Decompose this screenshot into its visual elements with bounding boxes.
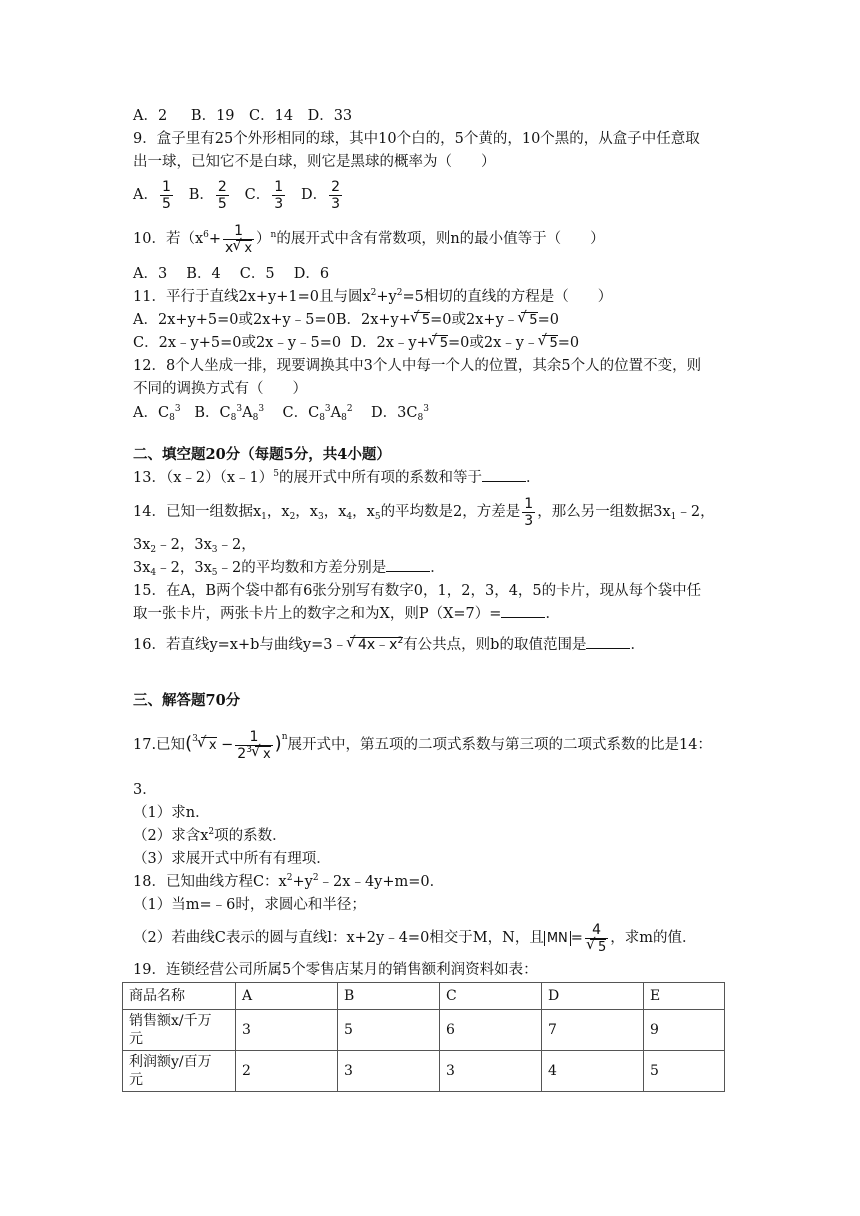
table-cell: 5 [338,1010,440,1051]
q11-option-c: C．2x﹣y+5=0或2x﹣y﹣5=0 [133,335,342,351]
table-header-cell: C [440,983,542,1010]
q11-option-b-a: B．2x+y+ [335,312,411,328]
q10-exp: 6 [203,230,209,240]
q11-stem: 11．平行于直线2x+y+1=0且与圆$x^2+y^2=5$相切的直线的方程是（ ） [133,288,613,305]
table-cell: 2 [236,1051,338,1092]
q14-line3: $3x_4﹣2$，$3x_5﹣2$的平均数和方差分别是 ． [133,560,445,578]
q17-line1: 17.已知($^3$√ x − $\frac{1}{2^3√ x}$ )$^n$展开式中，第五项的二项式系数与第三项的二项式系数的比是14： [133,722,712,767]
q12-stem-line1: 12．8个人坐成一排，现要调换其中3个人中每一个人的位置，其余5个人的位置不变，则 [133,358,702,374]
q15-line2: 取一张卡片，两张卡片上的数字之和为X，则P（X=7）= ． [133,606,560,622]
table-cell: 9 [644,1010,725,1051]
q14-line2: $3x_2﹣2$，$3x_3﹣2$， [133,537,256,555]
q14-answer-blank[interactable] [386,559,430,572]
q9-options [133,177,344,213]
q11-options-ab: A．2x+y+5=0或2x+y﹣5=0B．2x+y+√ 5=0或2x+y﹣√ 5=0 [133,310,559,330]
q16-sqrt: √ $4x﹣x^2$ [350,637,403,653]
q9-option-a-fraction: $\frac{1}{5}$ [161,178,171,212]
table-header-cell: A [236,983,338,1010]
q18-part2: （2）若曲线C表示的圆与直线l：x+2y﹣4=0相交于M，N，且 MN = 4 √ 5 ，求m的值． [133,918,696,959]
q11-option-b-sqrt: √ 5 [414,312,430,328]
q17-cube-root: √ x [201,737,217,753]
table-cell: 3 [338,1051,440,1092]
q18-stem: 18．已知曲线方程C：$x^2+y^2﹣2x﹣4y+m=0$． [133,873,445,890]
q10-post-exp: n [270,230,277,240]
table-cell: 6 [440,1010,542,1051]
q18-part1: （1）当m=﹣6时，求圆心和半径； [133,897,366,913]
section-3-heading: 三、解答题70分 [133,692,241,709]
q16: 16．若直线y=x+b与曲线y=3﹣√ $4x﹣x^2$有公共点，则b的取值范围是 ． [133,635,645,655]
q13-answer-blank[interactable] [482,469,526,482]
sales-profit-table [122,982,725,1092]
q9-option-d-label: D． [301,187,328,203]
table-row-label: 销售额x/千万 元 [123,1010,236,1051]
q10-stem: 10．若（$x^6+$ $\frac{1}{x√ x}$ ）$^n$的展开式中含有常数项，则n的最小值等于（ ） [133,220,605,258]
q18-abs-mn: MN [544,931,571,946]
table-header-cell: E [644,983,725,1010]
q9-option-d-fraction: $\frac{2}{3}$ [331,178,341,212]
q19-stem: 19．连锁经营公司所属5个零售店某月的销售额利润资料如表： [133,962,538,978]
table-header-cell: 商品名称 [123,983,236,1010]
q18-fraction: 4 √ 5 [585,922,608,955]
q11-option-a: A．2x+y+5=0或2x+y﹣5=0 [133,312,336,328]
table-header-cell: B [338,983,440,1010]
q10-options: A．3 B．4 C．5 D．6 [133,266,330,282]
q9-option-c-fraction: $\frac{1}{3}$ [274,178,284,212]
q15-line1: 15．在A，B两个袋中都有6张分别写有数字0，1，2，3，4，5的卡片，现从每个袋中任 [133,583,702,599]
q15-answer-blank[interactable] [501,605,545,618]
q11-option-d-a: D．2x﹣y+ [350,335,429,351]
table-row [123,1051,725,1092]
table-cell: 4 [542,1051,644,1092]
q8-options: A．2 B．19 C．14 D．33 [133,108,353,124]
table-header-row [123,983,725,1010]
q9-option-b-fraction: $\frac{2}{5}$ [217,178,227,212]
table-cell: 3 [236,1010,338,1051]
q11-option-b-sqrt2: √ 5 [521,312,537,328]
table-cell: 3 [440,1051,542,1092]
table-cell: 5 [644,1051,725,1092]
q12-options: A．$C_8^3$ B．$C_8^3A_8^3$ C．$C_8^3A_8^2$ D．$3C_8^3$ [133,404,429,423]
q11-option-d-sqrt: √ 5 [432,335,448,351]
q16-answer-blank[interactable] [586,636,630,649]
q17-part3: （3）求展开式中所有有理项． [133,851,331,867]
q11-option-d-sqrt2: √ 5 [542,335,558,351]
q14-variance-fraction: $\frac{1}{3}$ [524,495,534,529]
q11-options-cd: C．2x﹣y+5=0或2x﹣y﹣5=0 D．2x﹣y+√ 5=0或2x﹣y﹣√ 5=0 [133,333,579,353]
q9-option-c-label: C． [244,187,271,203]
section-2-heading: 二、填空题20分（每题5分，共4小题） [133,446,391,463]
q9-option-b-label: B． [188,187,214,203]
table-header-cell: D [542,983,644,1010]
q13: 13．（x﹣2）（x﹣1）$^5$的展开式中所有项的系数和等于 ． [133,469,541,486]
table-row [123,1010,725,1051]
q10-fraction: $\frac{1}{x√ x}$ [223,223,254,256]
q10-stem-post: 的展开式中含有常数项，则n的最小值等于（ ） [276,231,605,247]
table-cell: 7 [542,1010,644,1051]
q10-plus: + [208,231,222,247]
q14-line1: 14．已知一组数据$x_1$，$x_2$，$x_3$，$x_4$，$x_5$的平均数是2，方差是 $\frac{1}{3}$ ，那么另一组数据$3x_1﹣2$， [133,495,715,529]
q17-part2: （2）求含$x^2$项的系数． [133,827,287,844]
q9-option-a-label: A． [133,187,158,203]
q10-stem-pre: 10．若（x [133,231,204,247]
q9-stem-line2: 出一球，已知它不是白球，则它是黑球的概率为（ ） [133,154,496,170]
q17-part1: （1）求n． [133,805,210,821]
q17-line2: 3． [133,782,157,798]
q17-fraction: $\frac{1}{2^3√ x}$ [235,729,272,762]
q12-stem-line2: 不同的调换方式有（ ） [133,381,307,397]
table-row-label: 利润额y/百万 元 [123,1051,236,1092]
q9-stem-line1: 9．盒子里有25个外形相同的球，其中10个白的，5个黄的，10个黑的，从盒子中任意取 [133,131,700,147]
